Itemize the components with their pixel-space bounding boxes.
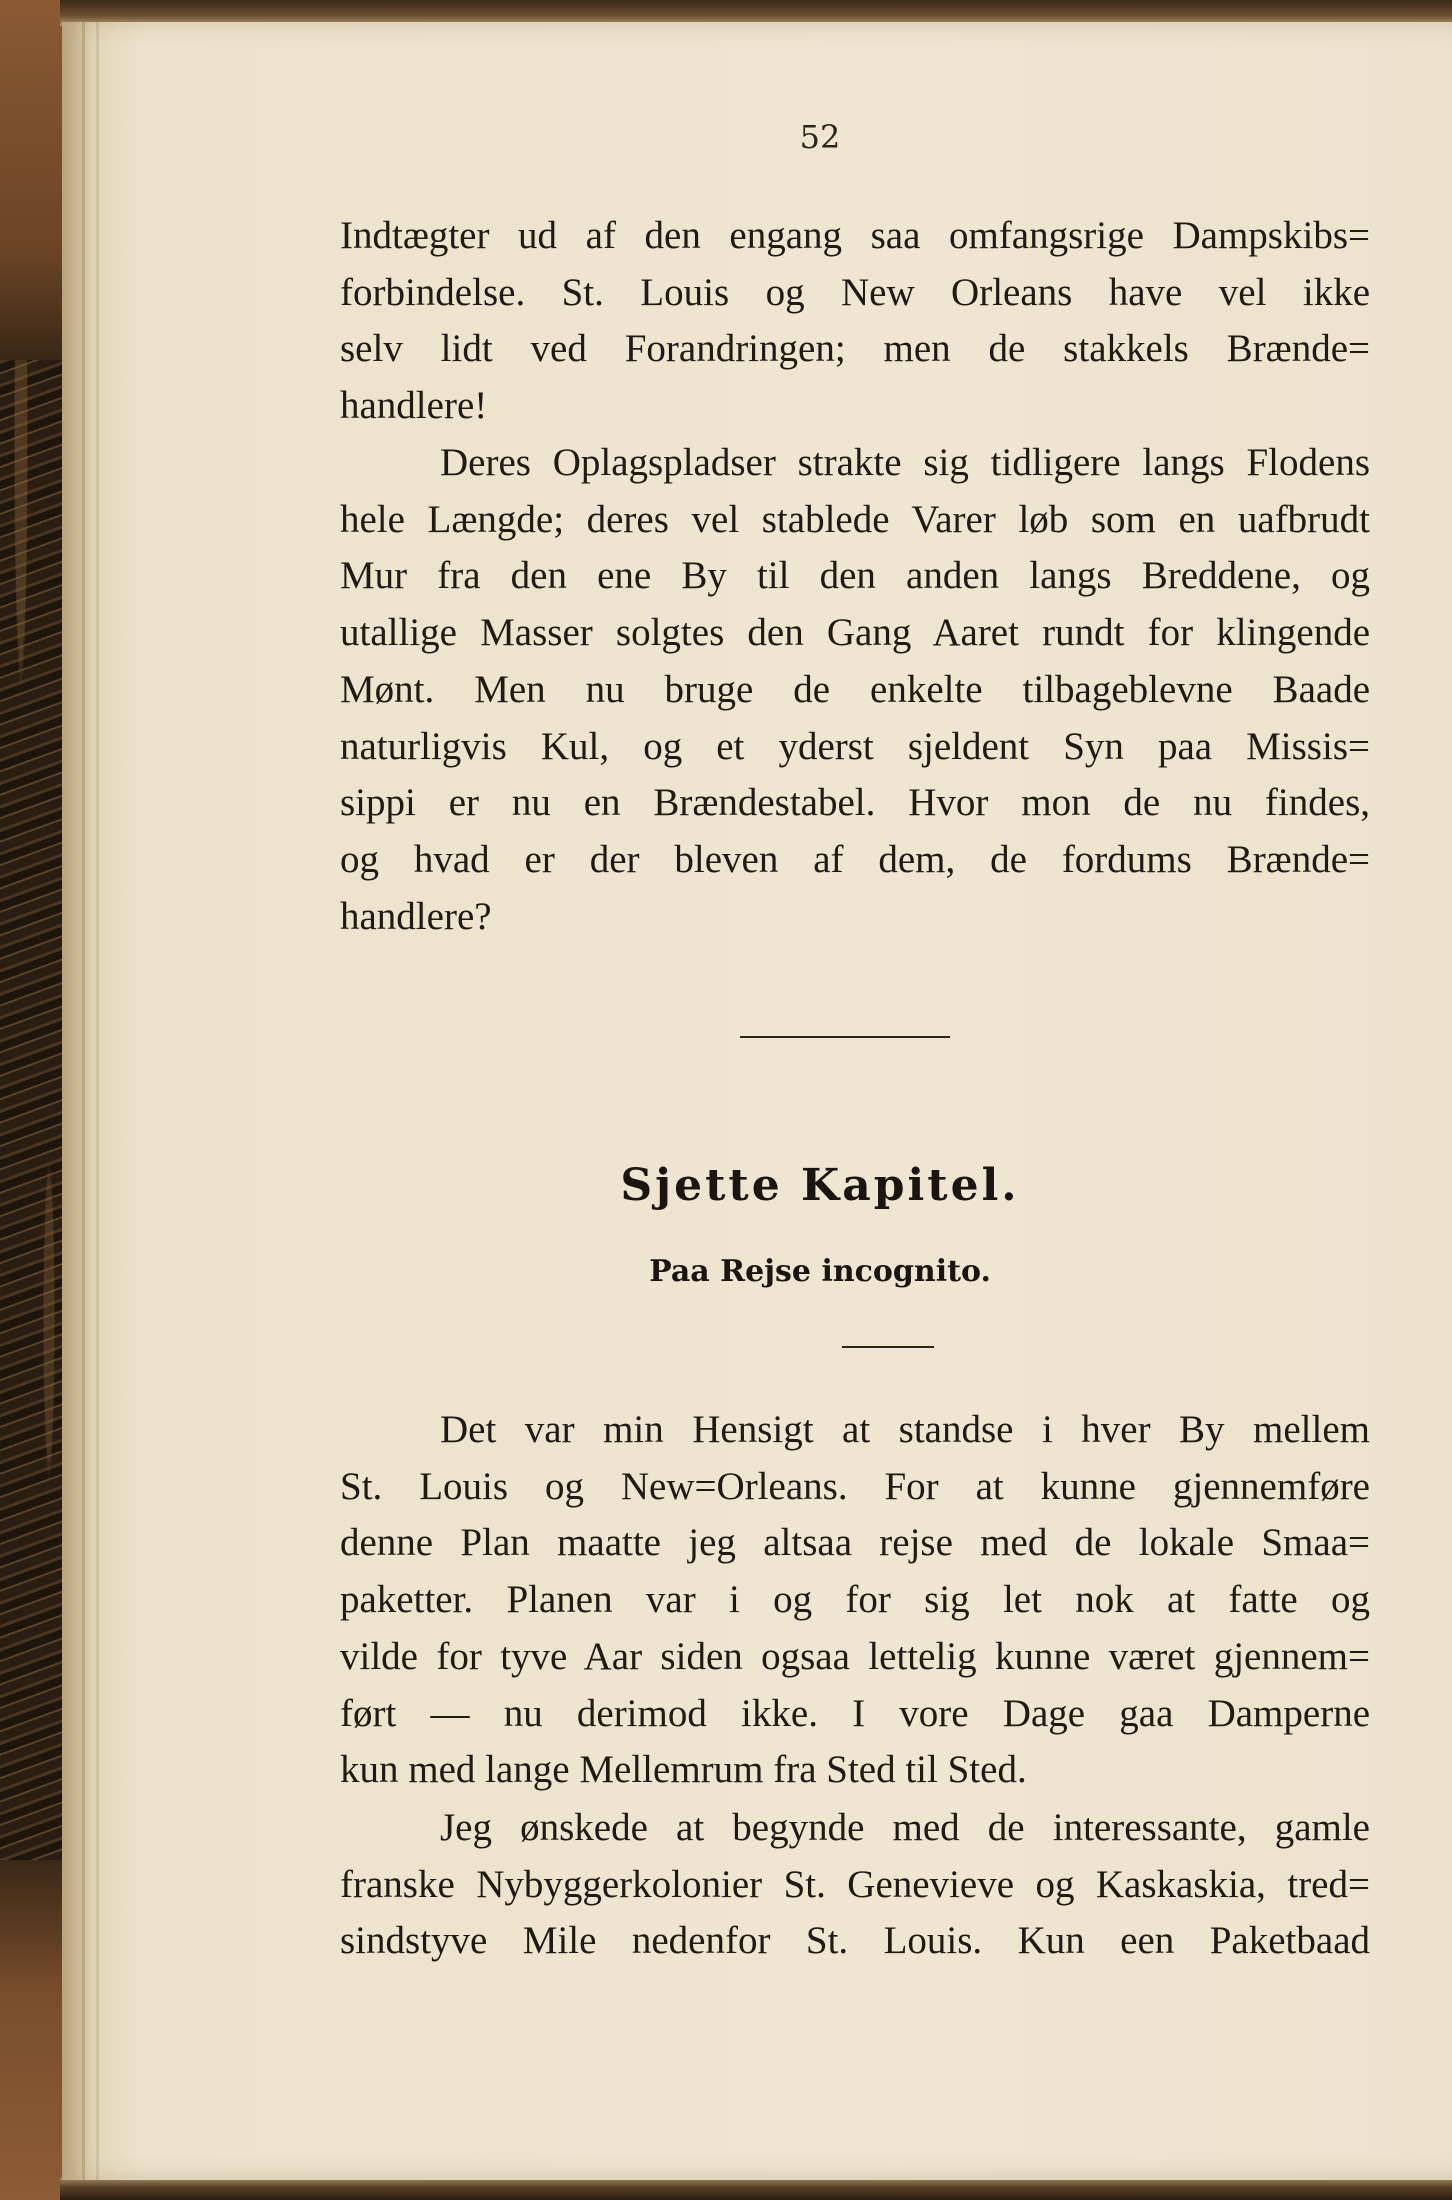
text-line: Mur fra den ene By til den anden langs Breddene, og	[340, 554, 1370, 598]
text-line: Indtægter ud af den engang saa omfangsrige Dampskibs=	[340, 214, 1370, 257]
text-line: Jeg ønskede at begynde med de interessante, gamle	[440, 1806, 1370, 1849]
binding-leather-corner-bottom	[0, 1860, 70, 2200]
section-divider-rule	[740, 1036, 950, 1038]
text-line: ført — nu derimod ikke. I vore Dage gaa Damperne	[340, 1691, 1370, 1735]
text-line: franske Nybyggerkolonier St. Genevieve og Kaskaskia, tred=	[340, 1862, 1370, 1906]
text-line: selv lidt ved Forandringen; men de stakkels Brænde=	[340, 327, 1370, 371]
chapter-title: Sjette Kapitel.	[620, 1160, 1020, 1211]
text-line: paketter. Planen var i og for sig let nok at fatte og	[340, 1578, 1370, 1622]
binding-leather-corner-top	[0, 0, 70, 360]
text-line: naturligvis Kul, og et yderst sjeldent Syn paa Missis=	[340, 724, 1370, 768]
page-bottom-edge	[60, 2178, 1452, 2200]
text-line: vilde for tyve Aar siden ogsaa lettelig kunne været gjennem=	[340, 1634, 1370, 1678]
text-line: og hvad er der bleven af dem, de fordums Brænde=	[340, 837, 1370, 881]
text-line: St. Louis og New=Orleans. For at kunne gjennemføre	[340, 1464, 1370, 1508]
text-line: denne Plan maatte jeg altsaa rejse med de lokale Smaa=	[340, 1521, 1370, 1565]
chapter-subtitle: Paa Rejse incognito.	[649, 1254, 991, 1289]
gutter-shadow	[96, 22, 99, 2180]
text-line: sippi er nu en Brændestabel. Hvor mon de nu findes,	[340, 781, 1370, 825]
text-line: sindstyve Mile nedenfor St. Louis. Kun een Paketbaad	[340, 1919, 1370, 1963]
text-line: Det var min Hensigt at standse i hver By mellem	[440, 1408, 1370, 1451]
text-line: kun med lange Mellemrum fra Sted til Sted.	[340, 1748, 1027, 1792]
paragraph	[340, 435, 1370, 945]
text-line: utallige Masser solgtes den Gang Aaret rundt for klingende	[340, 611, 1370, 655]
gutter-shadow	[82, 22, 85, 2180]
text-line: forbindelse. St. Louis og New Orleans have vel ikke	[340, 270, 1370, 314]
text-line: handlere!	[340, 384, 488, 428]
text-line: hele Længde; deres vel stablede Varer løb som en uafbrudt	[340, 497, 1370, 541]
paragraph	[340, 1402, 1370, 1799]
text-line: Mønt. Men nu bruge de enkelte tilbageblevne Baade	[340, 667, 1370, 711]
text-line: handlere?	[340, 894, 492, 938]
text-line: Deres Oplagspladser strakte sig tidligere langs Flodens	[440, 441, 1370, 484]
page-number: 52	[799, 118, 841, 156]
subtitle-divider-rule	[842, 1346, 934, 1348]
paragraph	[340, 208, 1370, 435]
paragraph	[340, 1800, 1370, 1970]
